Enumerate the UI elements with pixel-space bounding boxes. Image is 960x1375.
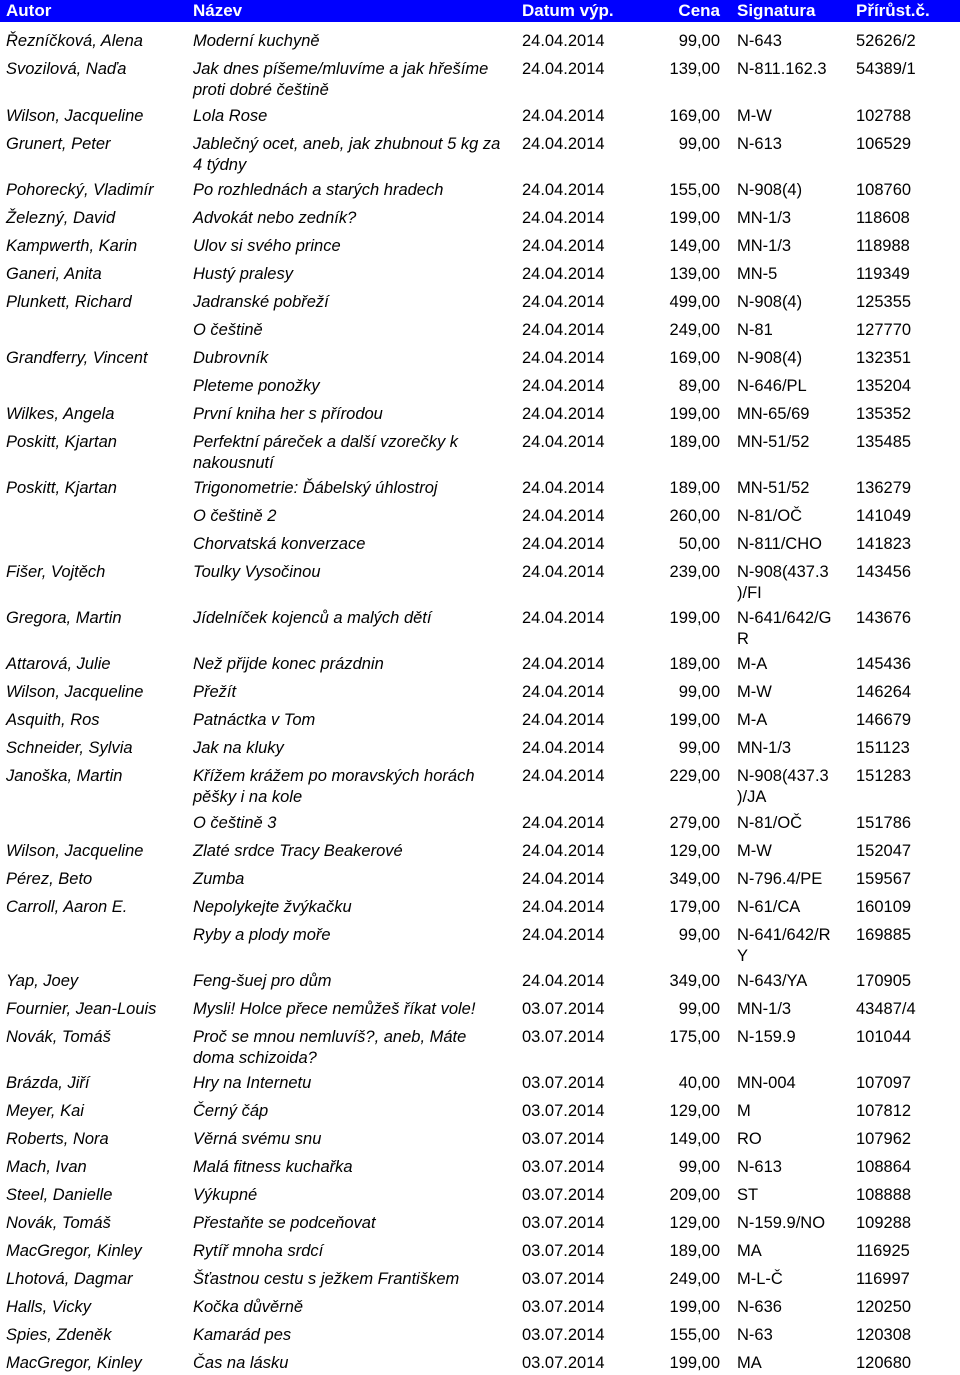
cell-author: Novák, Tomáš — [6, 1028, 111, 1046]
cell-title: Rytíř mnoha srdcí — [193, 1242, 324, 1260]
cell-date: 24.04.2014 — [522, 814, 605, 832]
cell-price: 249,00 — [669, 1270, 720, 1288]
cell-accession: 127770 — [856, 321, 912, 339]
cell-date: 03.07.2014 — [522, 1130, 605, 1148]
cell-price: 199,00 — [669, 405, 720, 423]
cell-date: 03.07.2014 — [522, 1270, 605, 1288]
cell-author: Svozilová, Naďa — [6, 60, 127, 78]
cell-accession: 151123 — [856, 739, 910, 757]
cell-signature: N-908(437.3 )/FI — [737, 563, 829, 602]
cell-author: Poskitt, Kjartan — [6, 433, 117, 451]
cell-price: 139,00 — [669, 60, 720, 78]
cell-price: 349,00 — [669, 972, 720, 990]
cell-title: O češtině — [193, 321, 263, 339]
cell-accession: 170905 — [856, 972, 912, 990]
cell-price: 249,00 — [669, 321, 720, 339]
cell-date: 24.04.2014 — [522, 321, 605, 339]
header-title: Název — [193, 1, 243, 20]
cell-signature: M-A — [737, 655, 768, 673]
cell-price: 99,00 — [678, 739, 720, 757]
cell-signature: N-811/CHO — [737, 535, 822, 553]
cell-signature: MN-1/3 — [737, 739, 792, 757]
cell-signature: MN-51/52 — [737, 479, 810, 497]
cell-title: Ryby a plody moře — [193, 926, 331, 944]
cell-date: 24.04.2014 — [522, 535, 605, 553]
cell-signature: MA — [737, 1242, 762, 1260]
cell-signature: ST — [737, 1186, 759, 1204]
cell-accession: 118608 — [856, 209, 910, 227]
cell-date: 24.04.2014 — [522, 377, 605, 395]
cell-price: 199,00 — [669, 1298, 720, 1316]
cell-accession: 151283 — [856, 767, 912, 785]
cell-price: 99,00 — [678, 683, 720, 701]
cell-title: Po rozhlednách a starých hradech — [193, 181, 444, 199]
cell-signature: MN-004 — [737, 1074, 796, 1092]
cell-price: 199,00 — [669, 1354, 720, 1372]
cell-author: Steel, Danielle — [6, 1186, 113, 1204]
cell-signature: N-636 — [737, 1298, 782, 1316]
cell-accession: 52626/2 — [856, 32, 916, 50]
cell-title: O češtině 3 — [193, 814, 277, 832]
cell-author: Pérez, Beto — [6, 870, 93, 888]
cell-price: 50,00 — [678, 535, 720, 553]
cell-price: 40,00 — [678, 1074, 720, 1092]
cell-accession: 108760 — [856, 181, 912, 199]
cell-signature: MN-1/3 — [737, 237, 792, 255]
cell-title: Chorvatská konverzace — [193, 535, 366, 553]
cell-signature: M-W — [737, 683, 772, 701]
cell-author: Halls, Vicky — [6, 1298, 91, 1316]
cell-accession: 135204 — [856, 377, 912, 395]
cell-title: Proč se mnou nemluvíš?, aneb, Máte doma schizoida? — [193, 1028, 467, 1067]
cell-title: První kniha her s přírodou — [193, 405, 383, 423]
cell-title: Dubrovník — [193, 349, 269, 367]
cell-title: Jablečný ocet, aneb, jak zhubnout 5 kg za 4 týdny — [193, 135, 501, 174]
cell-date: 24.04.2014 — [522, 926, 605, 944]
cell-signature: M-W — [737, 107, 772, 125]
cell-author: Grunert, Peter — [6, 135, 111, 153]
cell-accession: 141823 — [856, 535, 912, 553]
cell-author: MacGregor, Kinley — [6, 1242, 142, 1260]
cell-price: 99,00 — [678, 32, 720, 50]
cell-date: 03.07.2014 — [522, 1102, 605, 1120]
cell-price: 99,00 — [678, 1158, 720, 1176]
cell-accession: 146679 — [856, 711, 912, 729]
cell-title: Zlaté srdce Tracy Beakerové — [193, 842, 403, 860]
cell-price: 89,00 — [678, 377, 720, 395]
cell-signature: MN-65/69 — [737, 405, 810, 423]
cell-signature: N-61/CA — [737, 898, 801, 916]
cell-price: 179,00 — [669, 898, 720, 916]
cell-signature: N-643 — [737, 32, 782, 50]
cell-price: 189,00 — [669, 655, 720, 673]
cell-accession: 120308 — [856, 1326, 912, 1344]
cell-signature: N-81/OČ — [737, 507, 803, 525]
cell-price: 279,00 — [669, 814, 720, 832]
cell-author: Schneider, Sylvia — [6, 739, 133, 757]
cell-date: 24.04.2014 — [522, 293, 605, 311]
cell-signature: M-L-Č — [737, 1270, 783, 1288]
cell-price: 189,00 — [669, 479, 720, 497]
cell-signature: N-908(437.3 )/JA — [737, 767, 829, 806]
cell-date: 03.07.2014 — [522, 1354, 605, 1372]
cell-price: 99,00 — [678, 926, 720, 944]
cell-title: Hry na Internetu — [193, 1074, 312, 1092]
cell-date: 24.04.2014 — [522, 609, 605, 627]
header-price: Cena — [678, 1, 720, 20]
cell-date: 24.04.2014 — [522, 405, 605, 423]
cell-author: Carroll, Aaron E. — [6, 898, 128, 916]
cell-title: Nepolykejte žvýkačku — [193, 898, 352, 916]
cell-date: 24.04.2014 — [522, 767, 605, 785]
cell-author: Železný, David — [6, 209, 116, 227]
cell-date: 24.04.2014 — [522, 870, 605, 888]
cell-title: Věrná svému snu — [193, 1130, 322, 1148]
cell-author: Novák, Tomáš — [6, 1214, 111, 1232]
cell-accession: 159567 — [856, 870, 912, 888]
cell-date: 03.07.2014 — [522, 1214, 605, 1232]
cell-price: 139,00 — [669, 265, 720, 283]
cell-date: 24.04.2014 — [522, 507, 605, 525]
cell-accession: 135352 — [856, 405, 912, 423]
cell-price: 209,00 — [669, 1186, 720, 1204]
cell-price: 99,00 — [678, 1000, 720, 1018]
cell-author: Fournier, Jean-Louis — [6, 1000, 157, 1018]
cell-author: Wilson, Jacqueline — [6, 683, 144, 701]
cell-date: 03.07.2014 — [522, 1186, 605, 1204]
cell-signature: N-159.9 — [737, 1028, 796, 1046]
cell-accession: 102788 — [856, 107, 912, 125]
cell-price: 129,00 — [669, 1214, 720, 1232]
cell-signature: N-81 — [737, 321, 773, 339]
cell-author: Brázda, Jiří — [6, 1074, 90, 1092]
cell-date: 24.04.2014 — [522, 898, 605, 916]
cell-title: Čas na lásku — [193, 1354, 289, 1372]
cell-author: Fišer, Vojtěch — [6, 563, 106, 581]
cell-author: Gregora, Martin — [6, 609, 122, 627]
cell-price: 129,00 — [669, 842, 720, 860]
cell-signature: M-A — [737, 711, 768, 729]
cell-signature: RO — [737, 1130, 762, 1148]
cell-title: Jadranské pobřeží — [193, 293, 329, 311]
cell-accession: 152047 — [856, 842, 912, 860]
cell-signature: MN-1/3 — [737, 1000, 792, 1018]
cell-accession: 141049 — [856, 507, 912, 525]
cell-price: 149,00 — [669, 237, 720, 255]
cell-author: Mach, Ivan — [6, 1158, 87, 1176]
cell-date: 24.04.2014 — [522, 181, 605, 199]
cell-date: 24.04.2014 — [522, 107, 605, 125]
cell-price: 155,00 — [669, 181, 720, 199]
cell-accession: 143456 — [856, 563, 912, 581]
cell-signature: M-W — [737, 842, 772, 860]
cell-date: 24.04.2014 — [522, 265, 605, 283]
cell-accession: 108888 — [856, 1186, 912, 1204]
cell-signature: N-613 — [737, 135, 782, 153]
cell-signature: N-159.9/NO — [737, 1214, 826, 1232]
cell-price: 155,00 — [669, 1326, 720, 1344]
cell-price: 499,00 — [669, 293, 720, 311]
cell-title: Kamarád pes — [193, 1326, 292, 1344]
cell-signature: N-908(4) — [737, 181, 803, 199]
cell-date: 24.04.2014 — [522, 655, 605, 673]
cell-signature: N-811.162.3 — [737, 60, 827, 78]
cell-title: O češtině 2 — [193, 507, 277, 525]
cell-accession: 136279 — [856, 479, 912, 497]
cell-accession: 109288 — [856, 1214, 912, 1232]
cell-accession: 169885 — [856, 926, 912, 944]
cell-price: 239,00 — [669, 563, 720, 581]
cell-signature: MN-1/3 — [737, 209, 792, 227]
cell-author: Ganeri, Anita — [6, 265, 102, 283]
cell-accession: 106529 — [856, 135, 912, 153]
cell-author: Spies, Zdeněk — [6, 1326, 112, 1344]
cell-date: 24.04.2014 — [522, 972, 605, 990]
cell-title: Kočka důvěrně — [193, 1298, 304, 1316]
cell-accession: 116997 — [856, 1270, 910, 1288]
cell-accession: 107812 — [856, 1102, 912, 1120]
cell-author: Asquith, Ros — [6, 711, 100, 729]
cell-accession: 54389/1 — [856, 60, 916, 78]
cell-title: Jídelníček kojenců a malých dětí — [193, 609, 432, 627]
cell-price: 149,00 — [669, 1130, 720, 1148]
cell-accession: 160109 — [856, 898, 912, 916]
cell-accession: 120250 — [856, 1298, 912, 1316]
header-date: Datum výp. — [522, 1, 614, 20]
cell-accession: 151786 — [856, 814, 912, 832]
cell-date: 03.07.2014 — [522, 1298, 605, 1316]
cell-accession: 43487/4 — [856, 1000, 916, 1018]
cell-signature: N-643/YA — [737, 972, 808, 990]
cell-title: Advokát nebo zedník? — [193, 209, 357, 227]
cell-date: 24.04.2014 — [522, 683, 605, 701]
cell-signature: N-646/PL — [737, 377, 807, 395]
cell-title: Než přijde konec prázdnin — [193, 655, 384, 673]
cell-title: Moderní kuchyně — [193, 32, 320, 50]
cell-title: Lola Rose — [193, 107, 268, 125]
cell-title: Pleteme ponožky — [193, 377, 320, 395]
cell-price: 189,00 — [669, 433, 720, 451]
cell-signature: N-908(4) — [737, 293, 803, 311]
header-author: Autor — [6, 1, 52, 20]
cell-date: 24.04.2014 — [522, 349, 605, 367]
cell-title: Hustý pralesy — [193, 265, 293, 283]
cell-price: 199,00 — [669, 209, 720, 227]
cell-title: Jak dnes píšeme/mluvíme a jak hřešíme proti dobré češtině — [193, 60, 489, 99]
cell-title: Výkupné — [193, 1186, 258, 1204]
cell-author: Řezníčková, Alena — [6, 32, 143, 50]
cell-signature: N-81/OČ — [737, 814, 803, 832]
header-signature: Signatura — [737, 1, 816, 20]
cell-title: Patnáctka v Tom — [193, 711, 316, 729]
cell-author: Pohorecký, Vladimír — [6, 181, 154, 199]
cell-signature: MN-5 — [737, 265, 778, 283]
cell-title: Křížem krážem po moravských horách pěšky i na kole — [193, 767, 475, 806]
cell-title: Šťastnou cestu s ježkem Františkem — [193, 1270, 460, 1288]
cell-price: 175,00 — [669, 1028, 720, 1046]
cell-accession: 132351 — [856, 349, 912, 367]
cell-author: Janoška, Martin — [6, 767, 123, 785]
cell-author: Grandferry, Vincent — [6, 349, 148, 367]
cell-accession: 118988 — [856, 237, 910, 255]
cell-title: Trigonometrie: Ďábelský úhlostroj — [193, 479, 438, 497]
cell-date: 24.04.2014 — [522, 32, 605, 50]
cell-date: 03.07.2014 — [522, 1242, 605, 1260]
cell-author: Wilkes, Angela — [6, 405, 115, 423]
cell-price: 229,00 — [669, 767, 720, 785]
cell-title: Malá fitness kuchařka — [193, 1158, 353, 1176]
cell-date: 03.07.2014 — [522, 1000, 605, 1018]
cell-accession: 135485 — [856, 433, 912, 451]
cell-signature: N-63 — [737, 1326, 773, 1344]
cell-date: 24.04.2014 — [522, 711, 605, 729]
cell-author: Yap, Joey — [6, 972, 79, 990]
cell-price: 260,00 — [669, 507, 720, 525]
cell-date: 24.04.2014 — [522, 479, 605, 497]
cell-signature: N-613 — [737, 1158, 782, 1176]
cell-accession: 101044 — [856, 1028, 912, 1046]
cell-price: 199,00 — [669, 711, 720, 729]
cell-author: Lhotová, Dagmar — [6, 1270, 133, 1288]
cell-signature: MN-51/52 — [737, 433, 810, 451]
cell-signature: N-796.4/PE — [737, 870, 823, 888]
cell-accession: 120680 — [856, 1354, 912, 1372]
cell-accession: 125355 — [856, 293, 912, 311]
cell-date: 24.04.2014 — [522, 842, 605, 860]
cell-signature: N-641/642/R Y — [737, 926, 831, 965]
cell-author: Kampwerth, Karin — [6, 237, 138, 255]
cell-accession: 119349 — [856, 265, 910, 283]
cell-date: 24.04.2014 — [522, 237, 605, 255]
cell-date: 24.04.2014 — [522, 209, 605, 227]
cell-price: 129,00 — [669, 1102, 720, 1120]
cell-title: Perfektní páreček a další vzorečky k nakousnutí — [193, 433, 459, 472]
cell-accession: 107962 — [856, 1130, 912, 1148]
cell-date: 03.07.2014 — [522, 1074, 605, 1092]
cell-accession: 108864 — [856, 1158, 912, 1176]
cell-accession: 143676 — [856, 609, 912, 627]
cell-price: 99,00 — [678, 135, 720, 153]
cell-signature: M — [737, 1102, 751, 1120]
cell-date: 03.07.2014 — [522, 1326, 605, 1344]
cell-accession: 145436 — [856, 655, 912, 673]
cell-title: Mysli! Holce přece nemůžeš říkat vole! — [193, 1000, 476, 1018]
cell-author: Wilson, Jacqueline — [6, 842, 144, 860]
cell-date: 24.04.2014 — [522, 563, 605, 581]
cell-title: Toulky Vysočinou — [193, 563, 321, 581]
cell-price: 199,00 — [669, 609, 720, 627]
cell-title: Přežít — [193, 683, 237, 701]
cell-price: 349,00 — [669, 870, 720, 888]
cell-title: Jak na kluky — [193, 739, 284, 757]
cell-date: 24.04.2014 — [522, 60, 605, 78]
cell-accession: 116925 — [856, 1242, 910, 1260]
cell-signature: N-641/642/G R — [737, 609, 832, 648]
cell-author: Attarová, Julie — [6, 655, 111, 673]
cell-author: Poskitt, Kjartan — [6, 479, 117, 497]
cell-accession: 107097 — [856, 1074, 912, 1092]
cell-date: 24.04.2014 — [522, 135, 605, 153]
cell-date: 24.04.2014 — [522, 433, 605, 451]
cell-price: 169,00 — [669, 107, 720, 125]
cell-date: 03.07.2014 — [522, 1158, 605, 1176]
cell-author: Wilson, Jacqueline — [6, 107, 144, 125]
cell-author: Roberts, Nora — [6, 1130, 109, 1148]
cell-author: Meyer, Kai — [6, 1102, 84, 1120]
cell-title: Černý čáp — [193, 1102, 269, 1120]
cell-price: 189,00 — [669, 1242, 720, 1260]
cell-signature: MA — [737, 1354, 762, 1372]
cell-title: Ulov si svého prince — [193, 237, 341, 255]
cell-price: 169,00 — [669, 349, 720, 367]
cell-title: Zumba — [193, 870, 245, 888]
cell-signature: N-908(4) — [737, 349, 803, 367]
cell-date: 03.07.2014 — [522, 1028, 605, 1046]
cell-title: Feng-šuej pro dům — [193, 972, 332, 990]
header-accession: Přírůst.č. — [856, 1, 930, 20]
cell-accession: 146264 — [856, 683, 912, 701]
cell-date: 24.04.2014 — [522, 739, 605, 757]
cell-author: Plunkett, Richard — [6, 293, 132, 311]
cell-title: Přestaňte se podceňovat — [193, 1214, 376, 1232]
cell-author: MacGregor, Kinley — [6, 1354, 142, 1372]
